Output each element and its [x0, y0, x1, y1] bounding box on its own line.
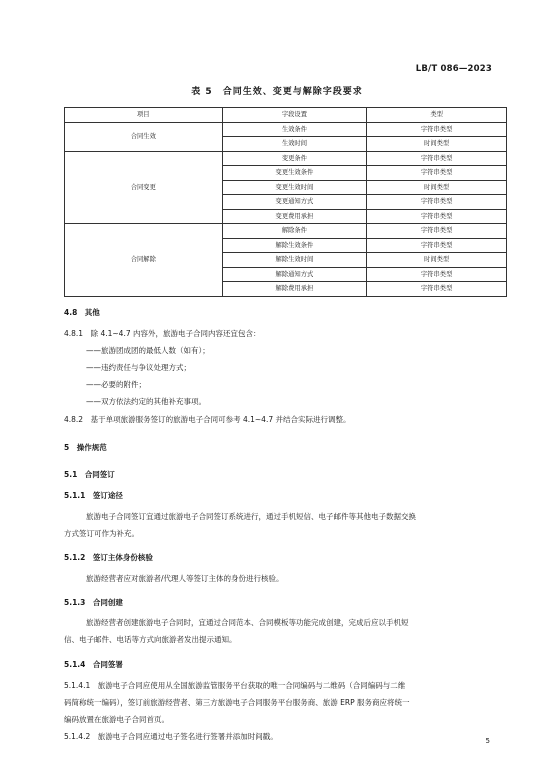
col-header-field: 字段设置	[222, 108, 367, 123]
section-heading-5-1-1: 5.1.1 签订途径	[64, 491, 123, 500]
paragraph-line: 编码放置在旅游电子合同首页。	[64, 715, 169, 724]
type-cell: 字符串类型	[367, 224, 507, 239]
section-heading-5-1-3: 5.1.3 合同创建	[64, 598, 123, 607]
paragraph-line: 方式签订可作为补充。	[64, 529, 139, 538]
page-number: 5	[485, 737, 490, 745]
type-cell: 字符串类型	[367, 166, 507, 181]
col-header-type: 类型	[367, 108, 507, 123]
section-heading-5-1: 5.1 合同签订	[64, 470, 115, 479]
col-header-item: 项目	[65, 108, 223, 123]
section-heading-4-8: 4.8 其他	[64, 308, 100, 317]
table-row	[65, 224, 507, 239]
document-code: LB/T 086—2023	[415, 64, 492, 74]
paragraph-line: 信、电子邮件、电话等方式向旅游者发出提示通知。	[64, 635, 237, 644]
field-cell: 解除通知方式	[222, 267, 367, 282]
type-cell: 时间类型	[367, 253, 507, 268]
chapter-heading-5: 5 操作规范	[64, 443, 107, 452]
group-cell: 合同解除	[65, 224, 223, 297]
list-item: ——必要的附件；	[86, 380, 146, 389]
section-heading-5-1-4: 5.1.4 合同签署	[64, 660, 123, 669]
type-cell: 字符串类型	[367, 151, 507, 166]
field-cell: 变更费用承担	[222, 209, 367, 224]
paragraph-line: 5.1.4.1 旅游电子合同应使用从全国旅游监管服务平台获取的唯一合同编码与二维码（合同编码与二维	[64, 681, 406, 690]
type-cell: 字符串类型	[367, 195, 507, 210]
group-cell: 合同生效	[65, 122, 223, 151]
field-cell: 解除条件	[222, 224, 367, 239]
field-cell: 生效时间	[222, 137, 367, 152]
field-cell: 变更条件	[222, 151, 367, 166]
field-cell: 解除生效条件	[222, 238, 367, 253]
type-cell: 字符串类型	[367, 238, 507, 253]
clause-5-1-4-2: 5.1.4.2 旅游电子合同应通过电子签名进行签署并添加时间戳。	[64, 732, 278, 741]
list-item: ——旅游团成团的最低人数（如有）；	[86, 346, 210, 355]
field-cell: 生效条件	[222, 122, 367, 137]
paragraph-line: 旅游经营者创建旅游电子合同时，宜通过合同范本、合同模板等功能完成创建，完成后应以手机短	[86, 618, 409, 627]
field-cell: 解除费用承担	[222, 282, 367, 297]
section-heading-5-1-2: 5.1.2 签订主体身份核验	[64, 553, 153, 562]
type-cell: 字符串类型	[367, 209, 507, 224]
clause-4-8-2: 4.8.2 基于单项旅游服务签订的旅游电子合同可参考 4.1~4.7 并结合实际进行调整。	[64, 415, 351, 424]
field-cell: 变更生效时间	[222, 180, 367, 195]
type-cell: 字符串类型	[367, 282, 507, 297]
type-cell: 时间类型	[367, 180, 507, 195]
paragraph-line: 码简称统一编码），签订前旅游经营者、第三方旅游电子合同服务平台服务商、旅游 ERP 服务商应将统一	[64, 698, 410, 707]
field-cell: 变更生效条件	[222, 166, 367, 181]
list-item: ——双方依法约定的其他补充事项。	[86, 397, 206, 406]
table-header-row	[65, 108, 507, 123]
type-cell: 字符串类型	[367, 122, 507, 137]
paragraph-line: 旅游电子合同签订宜通过旅游电子合同签订系统进行，通过手机短信、电子邮件等其他电子数据交换	[86, 512, 416, 521]
table-row	[65, 151, 507, 166]
type-cell: 字符串类型	[367, 267, 507, 282]
table-title: 表 5 合同生效、变更与解除字段要求	[191, 87, 363, 97]
type-cell: 时间类型	[367, 137, 507, 152]
table-row	[65, 122, 507, 137]
field-cell: 变更通知方式	[222, 195, 367, 210]
clause-4-8-1: 4.8.1 除 4.1~4.7 内容外，旅游电子合同内容还宜包含：	[64, 329, 261, 338]
paragraph-line: 旅游经营者应对旅游者/代理人等签订主体的身份进行核验。	[86, 574, 284, 583]
list-item: ——违约责任与争议处理方式；	[86, 363, 191, 372]
field-cell: 解除生效时间	[222, 253, 367, 268]
group-cell: 合同变更	[65, 151, 223, 224]
field-requirements-table	[64, 107, 507, 297]
